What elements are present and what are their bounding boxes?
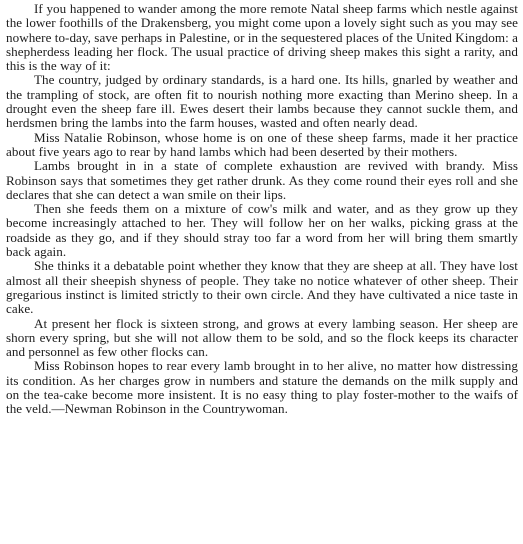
paragraph: Then she feeds them on a mixture of cow's milk and water, and as they grow up they become increasingly attached to her. They will follow her on her walks, picking grass at the roadside as they go, and if they should stray too far a word from her will bring them smartly back again.: [6, 201, 518, 260]
paragraph-with-byline: Miss Robinson hopes to rear every lamb brought in to her alive, no matter how distressing its condition. As her charges grow in numbers and stature the demands on the milk supply and on the tea-cake become more insistent. It is no easy thing to play foster-mother to the waifs of the veld.—Newman Robinson in the Countrywoman.: [6, 358, 518, 417]
paragraph: She thinks it a debatable point whether they know that they are sheep at all. They have lost almost all their sheepish shyness of people. They take no notice whatever of other sheep. Their gregarious instinct is limited strictly to their own circle. And they have cultivated a nice taste in cake.: [6, 258, 518, 317]
paragraph: If you happened to wander among the more remote Natal sheep farms which nestle against the lower foothills of the Drakensberg, you might come upon a lovely sight such as you may see nowhere to-day, save perhaps in Palestine, or in the sequestered places of the United Kingdom: a shepherdess leading her flock. The usual practice of driving sheep makes this sight a rarity, and this is the way of it:: [6, 1, 518, 74]
paragraph: The country, judged by ordinary standards, is a hard one. Its hills, gnarled by weather and the trampling of stock, are often fit to nourish nothing more exacting than Merino sheep. In a drought even the sheep fare ill. Ewes desert their lambs because they cannot suckle them, and herdsmen bring the lambs into the farm houses, wasted and often nearly dead.: [6, 72, 518, 131]
paragraph: Miss Natalie Robinson, whose home is on one of these sheep farms, made it her practice about five years ago to rear by hand lambs which had been deserted by their mothers.: [6, 129, 518, 159]
paragraph: At present her flock is sixteen strong, and grows at every lambing season. Her sheep are shorn every spring, but she will not allow them to be sold, and so the flock keeps its character and personnel as few other flocks can.: [6, 315, 518, 360]
paragraph: Lambs brought in in a state of complete exhaustion are revived with brandy. Miss Robinson says that sometimes they get rather drunk. As they come round their eyes roll and she declares that she can detect a wan smile on their lips.: [6, 158, 518, 202]
